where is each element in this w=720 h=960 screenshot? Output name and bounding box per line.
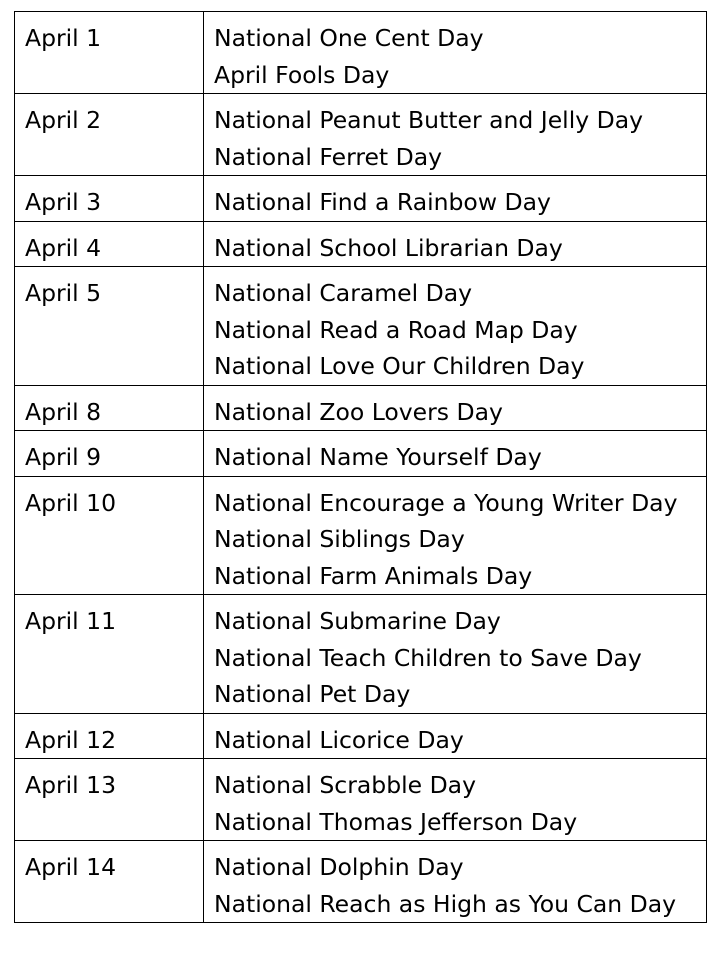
events-cell <box>204 713 707 759</box>
event-name: National Scrabble Day <box>214 771 476 799</box>
event-name: National School Librarian Day <box>214 233 563 262</box>
table-row <box>15 221 707 267</box>
events-cell <box>204 267 707 386</box>
date-cell: April 3 <box>15 176 204 222</box>
table-row <box>15 176 707 222</box>
date-cell: April 11 <box>15 595 204 714</box>
event-name: National Find a Rainbow Day <box>214 188 551 216</box>
event-name: National Encourage a Young Writer Day <box>214 488 678 517</box>
event-name: National Submarine Day <box>214 607 501 635</box>
event-name: April Fools Day <box>214 60 390 89</box>
table-row <box>15 385 707 431</box>
table-row <box>15 595 707 714</box>
date-cell: April 4 <box>15 221 204 267</box>
event-name: National Thomas Jefferson Day <box>214 807 578 836</box>
event-name: National Name Yourself Day <box>214 443 542 471</box>
events-cell <box>204 431 707 477</box>
table-row <box>15 841 707 923</box>
events-cell <box>204 385 707 431</box>
date-cell: April 14 <box>15 841 204 923</box>
event-name: National Dolphin Day <box>214 853 464 881</box>
national-days-table-body <box>15 12 707 923</box>
event-name: National Teach Children to Save Day <box>214 643 642 672</box>
date-cell: April 1 <box>15 12 204 94</box>
event-name: National Love Our Children Day <box>214 352 585 380</box>
table-row <box>15 713 707 759</box>
events-cell <box>204 94 707 176</box>
events-cell <box>204 176 707 222</box>
events-cell <box>204 12 707 94</box>
event-name: National Read a Road Map Day <box>214 315 578 344</box>
events-cell <box>204 221 707 267</box>
event-name: National Caramel Day <box>214 279 473 307</box>
event-name: National Siblings Day <box>214 525 465 553</box>
date-cell: April 8 <box>15 385 204 431</box>
event-name: National Pet Day <box>214 680 411 708</box>
date-cell: April 10 <box>15 476 204 595</box>
date-cell: April 9 <box>15 431 204 477</box>
table-row <box>15 267 707 386</box>
events-cell <box>204 759 707 841</box>
date-cell: April 2 <box>15 94 204 176</box>
event-name: National Ferret Day <box>214 142 443 171</box>
date-cell: April 12 <box>15 713 204 759</box>
table-row <box>15 431 707 477</box>
events-cell <box>204 595 707 714</box>
event-name: National Peanut Butter and Jelly Day <box>214 106 644 134</box>
national-days-table <box>14 11 707 923</box>
date-cell: April 13 <box>15 759 204 841</box>
events-cell <box>204 841 707 923</box>
events-cell <box>204 476 707 595</box>
date-cell: April 5 <box>15 267 204 386</box>
event-name: National One Cent Day <box>214 24 484 52</box>
event-name: National Farm Animals Day <box>214 561 533 590</box>
event-name: National Reach as High as You Can Day <box>214 889 677 918</box>
table-row <box>15 476 707 595</box>
event-name: National Licorice Day <box>214 725 464 754</box>
table-row <box>15 94 707 176</box>
event-name: National Zoo Lovers Day <box>214 397 503 426</box>
table-row <box>15 12 707 94</box>
table-row <box>15 759 707 841</box>
